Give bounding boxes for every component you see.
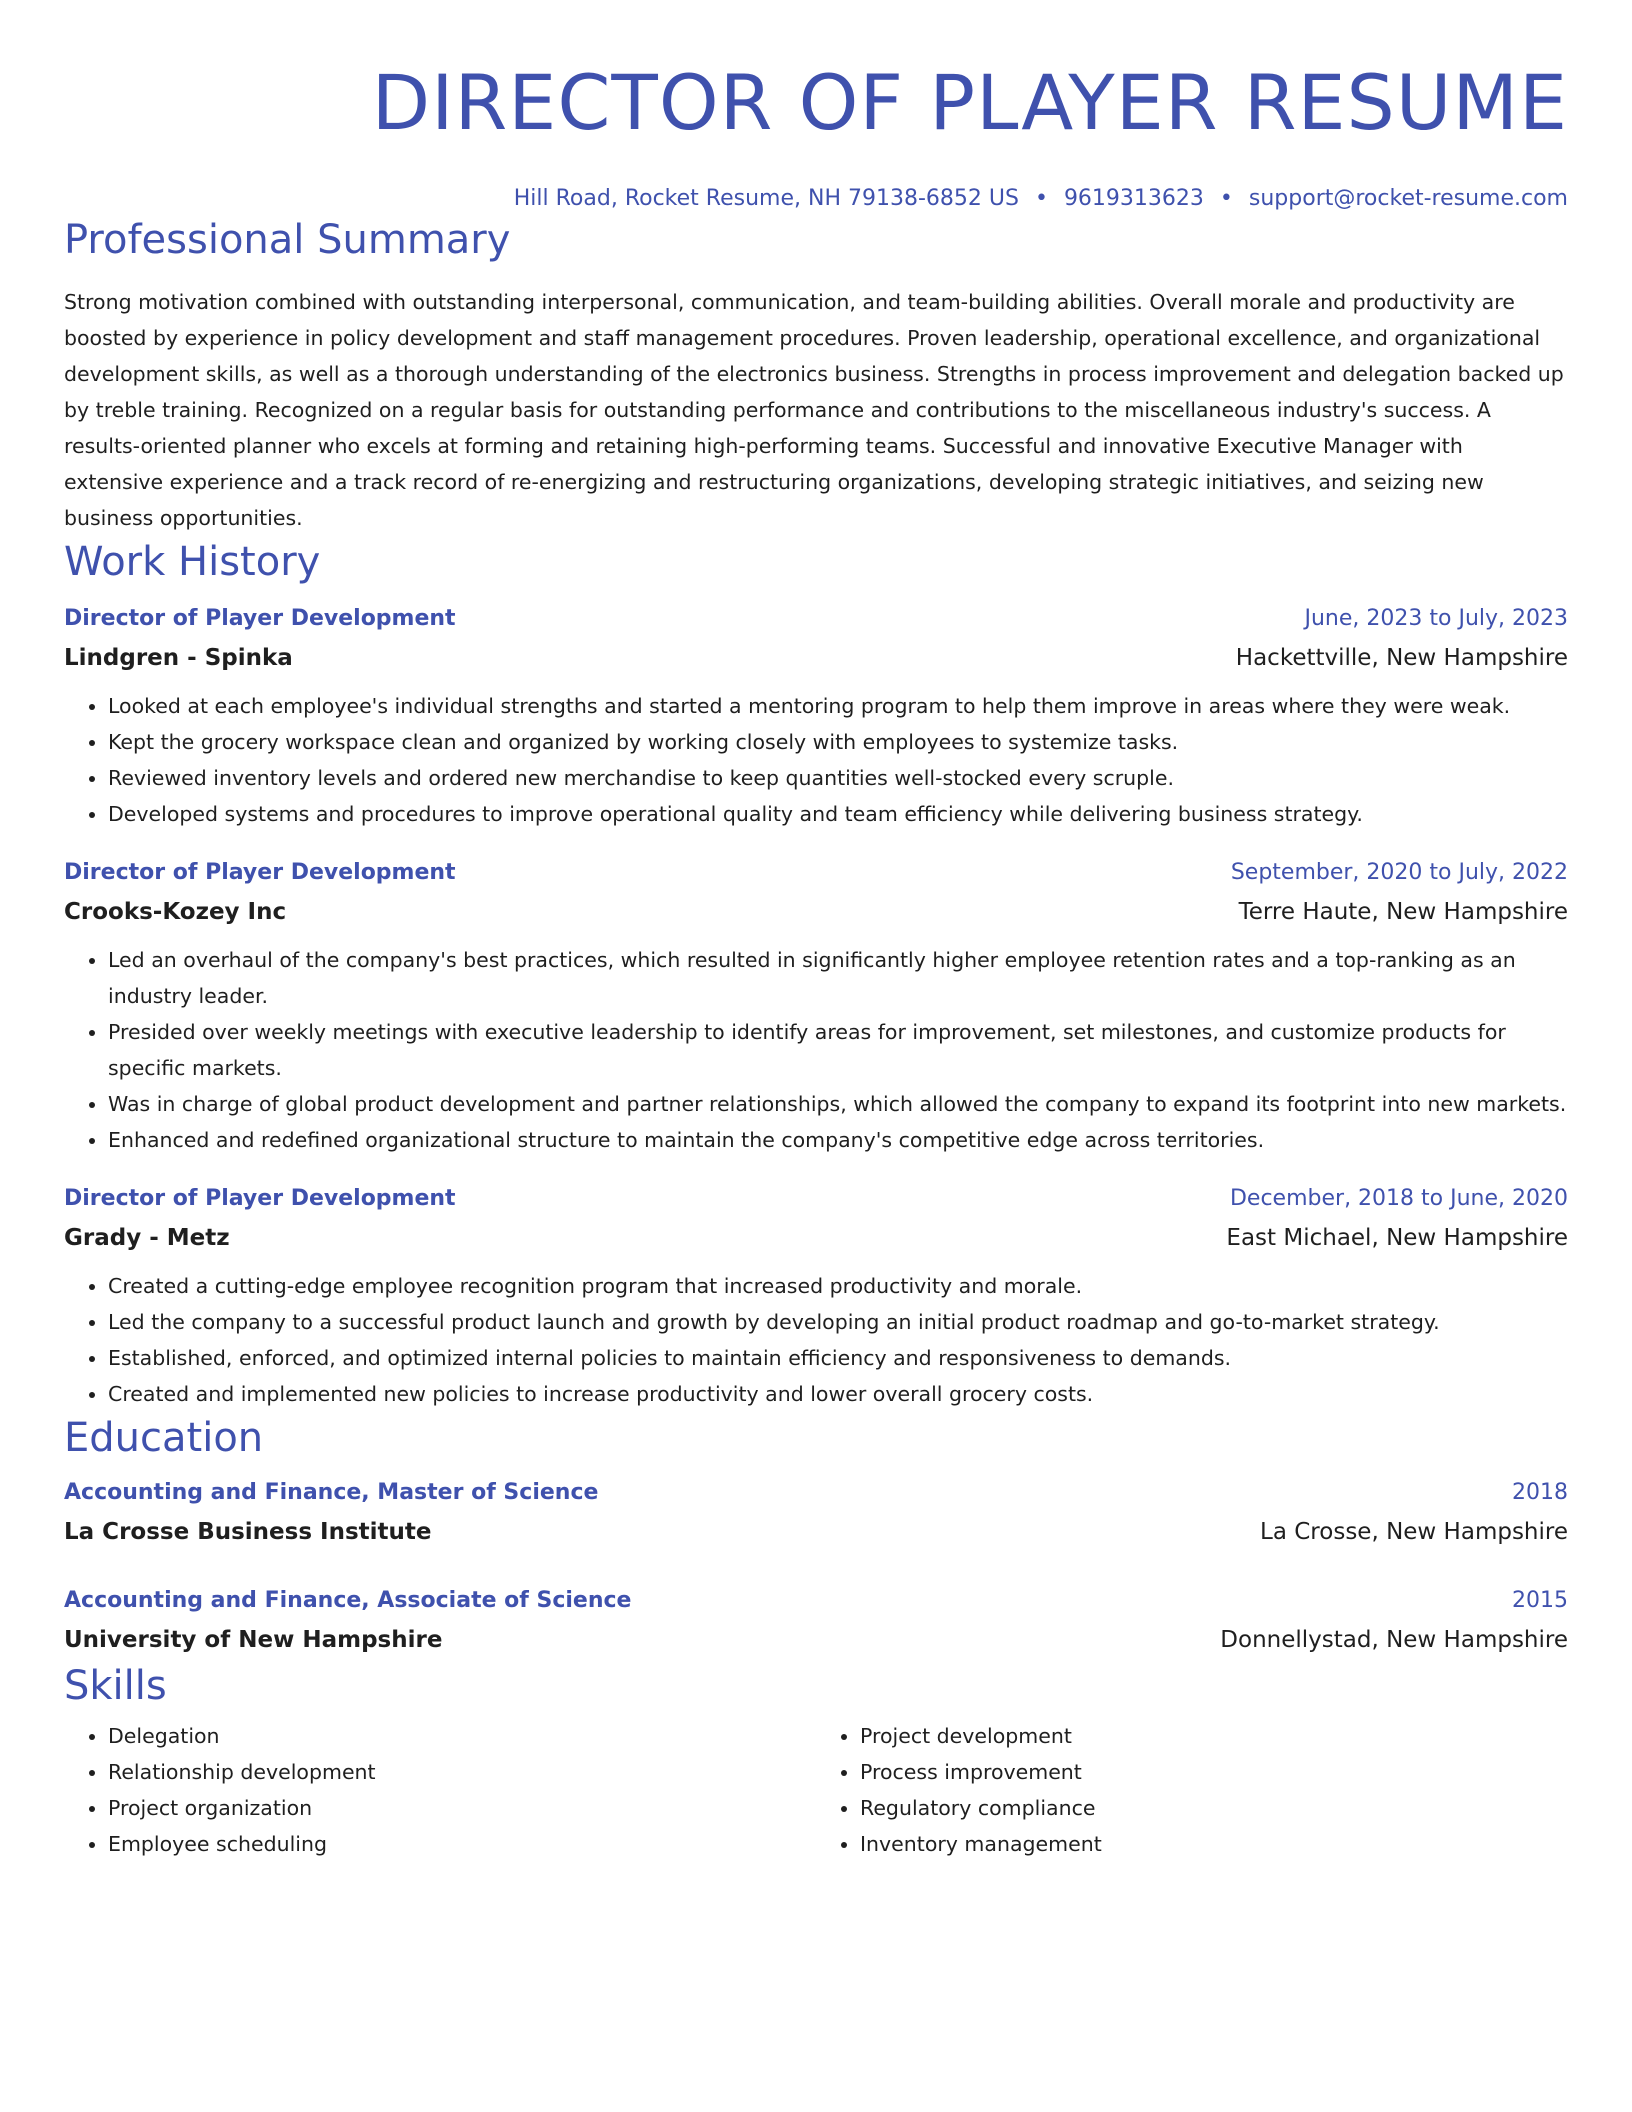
education-heading: Education [64,1415,264,1461]
education-school: University of New Hampshire [64,1627,443,1653]
job-location: Terre Haute, New Hampshire [1238,899,1568,925]
job-bullet: • Developed systems and procedures to improve operational quality and team efficiency while delivering business strategy. [108,796,1568,832]
summary-heading: Professional Summary [64,217,511,263]
job-entry [64,1180,1568,1412]
skills-columns [64,1718,1568,1862]
education-year: 2018 [1512,1480,1568,1505]
job-bullet: • Reviewed inventory levels and ordered new merchandise to keep quantities well-stocked every scruple. [108,760,1568,796]
job-bullet: • Enhanced and redefined organizational structure to maintain the company's competitive edge across territories. [108,1122,1568,1158]
job-company: Lindgren - Spinka [64,645,293,671]
skills-list-left [64,1718,816,1862]
skill-item: • Project organization [108,1790,816,1826]
job-bullets [64,688,1568,832]
education-school: La Crosse Business Institute [64,1519,432,1545]
contact-separator: • [1219,186,1233,211]
contact-line [64,184,1568,214]
job-bullet: • Led the company to a successful product launch and growth by developing an initial product roadmap and go-to-market strategy. [108,1304,1568,1340]
skill-item: • Inventory management [860,1826,1568,1862]
job-bullet: • Established, enforced, and optimized internal policies to maintain efficiency and responsiveness to demands. [108,1340,1568,1376]
education-location: Donnellystad, New Hampshire [1220,1627,1568,1653]
education-degree: Accounting and Finance, Associate of Science [64,1588,632,1613]
resume-page [64,0,1568,1862]
job-role: Director of Player Development [64,606,456,631]
skill-item: • Process improvement [860,1754,1568,1790]
education-entry [64,1474,1568,1552]
job-location: Hackettville, New Hampshire [1235,645,1568,671]
job-bullet: • Looked at each employee's individual strengths and started a mentoring program to help them improve in areas where they were weak. [108,688,1568,724]
resume-title: DIRECTOR OF PLAYER RESUME [371,58,1568,147]
skill-item: • Project development [860,1718,1568,1754]
summary-text: Strong motivation combined with outstanding interpersonal, communication, and team-building abilities. Overall morale and productivity are boosted by experience in policy development and staff management procedures. Proven leadership, operational excellence, and organizational development skills, as well as a thorough understanding of the electronics business. Strengths in process improvement and delegation backed up by treble training. Recognized on a regular basis for outstanding performance and contributions to the miscellaneous industry's success. A results-oriented planner who excels at forming and retaining high-performing teams. Successful and innovative Executive Manager with extensive experience and a track record of re-energizing and restructuring organizations, developing strategic initiatives, and seizing new business opportunities. [64,290,1564,530]
job-bullet: • Created and implemented new policies to increase productivity and lower overall grocery costs. [108,1376,1568,1412]
contact-address: Hill Road, Rocket Resume, NH 79138-6852 US [513,186,1019,211]
contact-phone: 9619313623 [1063,186,1204,211]
job-dates: June, 2023 to July, 2023 [1304,606,1568,631]
education-degree: Accounting and Finance, Master of Science [64,1480,599,1505]
job-location: East Michael, New Hampshire [1226,1225,1568,1251]
skills-heading: Skills [64,1663,167,1709]
job-bullet: • Created a cutting-edge employee recognition program that increased productivity and morale. [108,1268,1568,1304]
skill-item: • Delegation [108,1718,816,1754]
job-bullets [64,942,1568,1158]
job-role: Director of Player Development [64,860,456,885]
job-company: Crooks-Kozey Inc [64,899,287,925]
job-bullet: • Was in charge of global product development and partner relationships, which allowed the company to expand its footprint into new markets. [108,1086,1568,1122]
contact-separator: • [1034,186,1048,211]
job-bullets [64,1268,1568,1412]
job-bullet: • Kept the grocery workspace clean and organized by working closely with employees to systemize tasks. [108,724,1568,760]
job-entry [64,600,1568,832]
work-history-heading: Work History [64,539,321,585]
job-dates: December, 2018 to June, 2020 [1229,1186,1568,1211]
education-year: 2015 [1512,1588,1568,1613]
job-bullet: • Presided over weekly meetings with executive leadership to identify areas for improvement, set milestones, and customize products for specific markets. [108,1014,1568,1086]
contact-email: support@rocket-resume.com [1248,186,1568,211]
job-bullet: • Led an overhaul of the company's best practices, which resulted in significantly higher employee retention rates and a top-ranking as an industry leader. [108,942,1568,1014]
skills-list-right [816,1718,1568,1862]
job-dates: September, 2020 to July, 2022 [1230,860,1568,885]
job-entry [64,854,1568,1158]
skill-item: • Relationship development [108,1754,816,1790]
job-role: Director of Player Development [64,1186,456,1211]
skill-item: • Regulatory compliance [860,1790,1568,1826]
skill-item: • Employee scheduling [108,1826,816,1862]
education-entry [64,1582,1568,1660]
education-location: La Crosse, New Hampshire [1260,1519,1568,1545]
job-company: Grady - Metz [64,1225,230,1251]
